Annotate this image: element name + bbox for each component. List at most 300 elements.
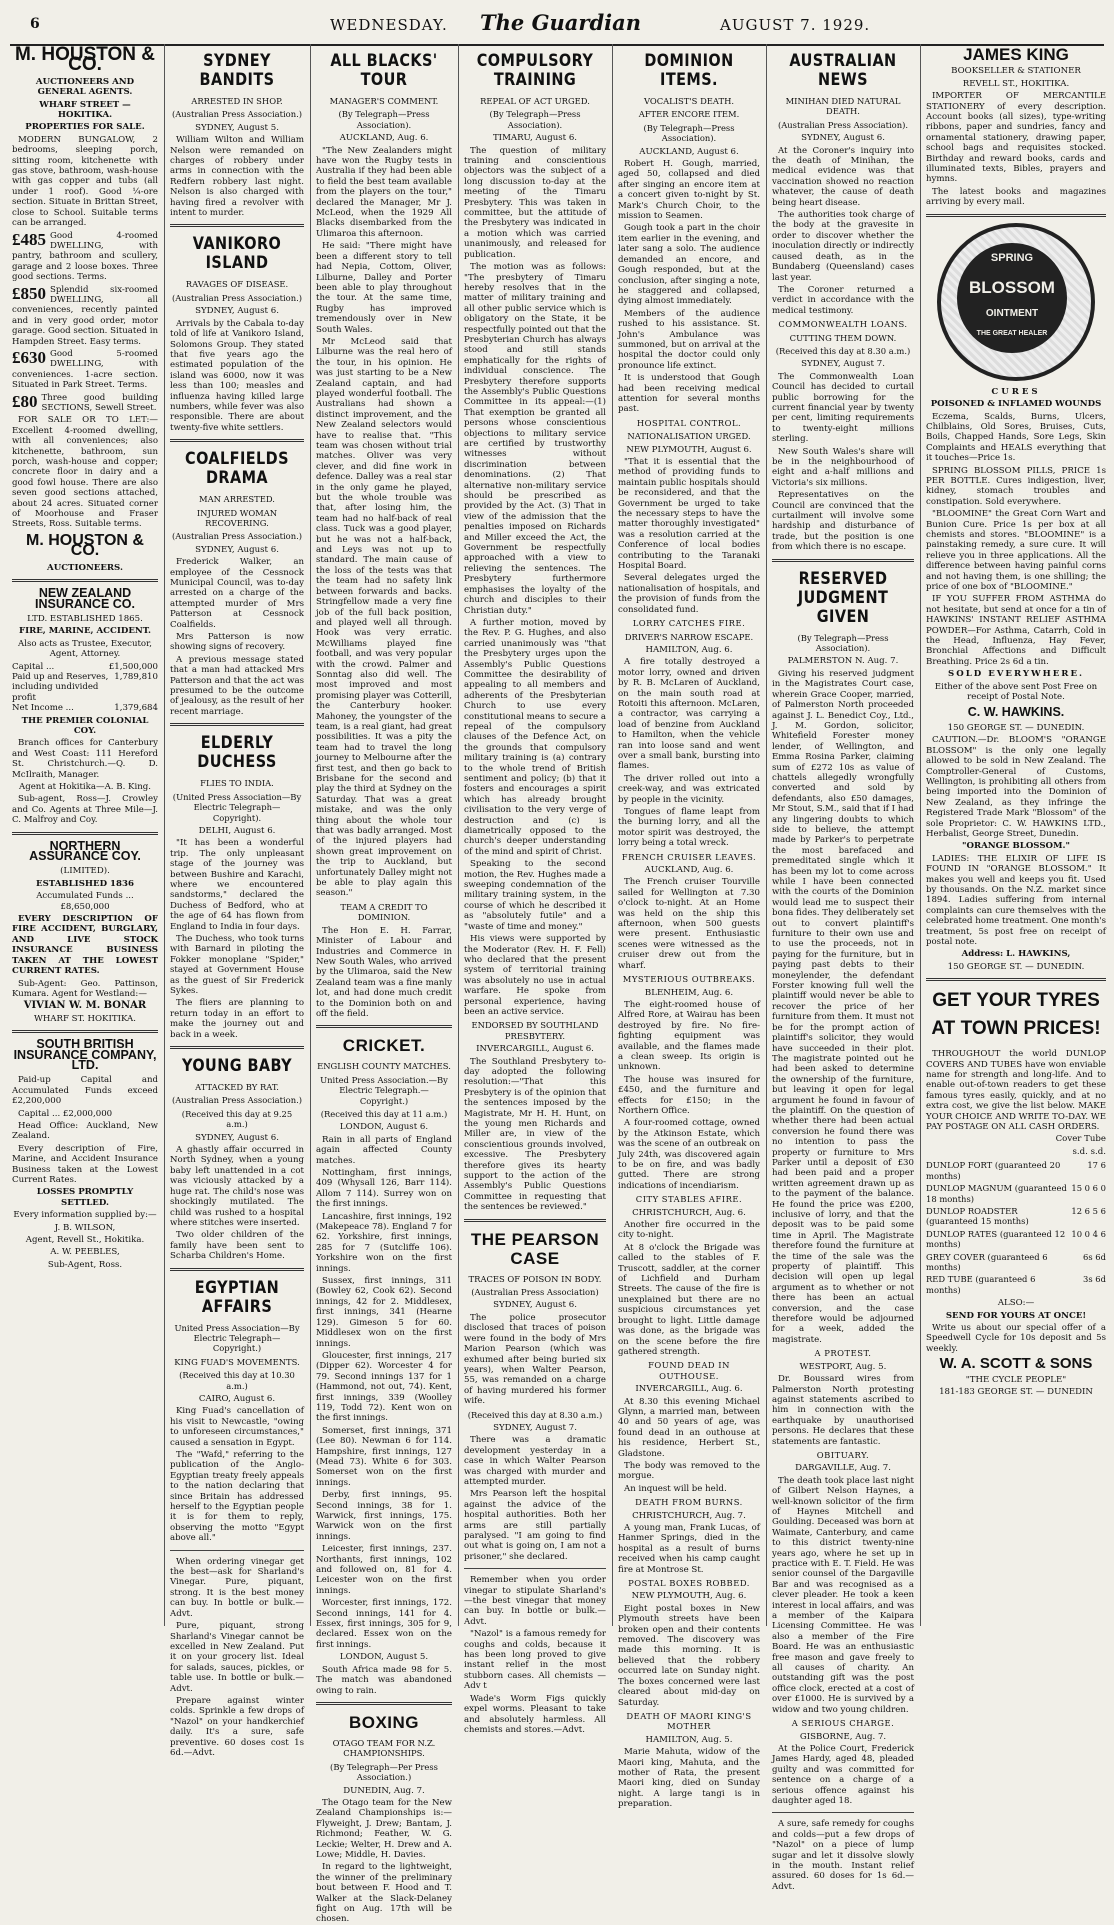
paragraph: The Duchess, who took turns with Barnard in piloting the Fokker monoplane "Spider," stayed at Government House as the guest of Sir Frederick Sykes. (170, 933, 304, 996)
dateline: SYDNEY, August 6. (195, 1132, 279, 1143)
paragraph: South Africa made 98 for 5. The match was abandoned owing to rain. (316, 1664, 452, 1696)
dateline: PALMERSTON N. Aug. 7. (787, 656, 899, 667)
hawkins-address-name: Address: L. HAWKINS, (961, 949, 1071, 960)
shop-description: IMPORTER OF MERCANTILE STATIONERY of every description. Account books (all sizes), type-writing ribbons, paper and sundries, fancy and ornamental stationery, drawing paper, school bags and requisites stocked. Birthday and reward books, cards and illuminated texts, Bibles, prayers and hymns. (926, 91, 1106, 185)
paragraph: A young man, Frank Lucas, of Hanmer Springs, died in the hospital as a result of burns received when his camp caught fire at Montrose St. (618, 1523, 760, 1575)
price-table-header: Cover Tube (1055, 1134, 1106, 1145)
headline: DOMINION ITEMS. (644, 51, 734, 90)
paragraph: Members of the audience rushed to his assistance. St. John's Ambulance was summoned, but on arrival at the hospital the doctor could only pronounce life extinct. (618, 308, 760, 371)
dateline: SYDNEY, August 6. (493, 1300, 577, 1311)
received-line: (Received this day at 11 a.m.) (320, 1108, 448, 1119)
subheading: KING FUAD'S MOVEMENTS. (174, 1356, 300, 1367)
subheading: OTAGO TEAM FOR N.Z. CHAMPIONSHIPS. (332, 1737, 436, 1759)
seal-top-text: SPRING (990, 251, 1034, 264)
divider (170, 1046, 304, 1049)
firm-name: M. HOUSTON & CO. (14, 44, 156, 76)
divider (12, 832, 158, 835)
cycle-offer: Write us about our special offer of a Speedwell Cycle for 10s deposit and 5s weekly. (926, 1322, 1106, 1354)
seal-band-text: THE GREAT HEALER (976, 329, 1048, 337)
shop-name: JAMES KING (963, 45, 1069, 64)
section-heading: HOSPITAL CONTROL. (636, 417, 742, 428)
dateline: AUCKLAND, Aug. 6. (644, 865, 734, 876)
dateline: HAMILTON, Aug. 5. (645, 1734, 733, 1745)
advertisement: Wade's Worm Figs quickly expel worms. Pleasant to take and absolutely harmless. All chemists and stores.—Advt. (464, 1693, 606, 1735)
paragraph: "It has been a wonderful trip. The only unpleasant stage of the journey was between Bushire and Karachi, where we encountered sandstorms," declared the Duchess of Bedford, who at the age of 64 has flown from England to India in four days. (170, 838, 304, 932)
headline: ALL BLACKS' TOUR (330, 51, 438, 90)
paragraph: The "Wafd," referring to the publication of the Anglo-Egyptian treaty freely appeals to the nation declaring that since Britain has addressed herself to the Egyptian people it is for them to reply, observing the motto "Egypt above all." (170, 1450, 304, 1544)
price: £80 (12, 391, 38, 411)
subheading: INJURED WOMAN RECOVERING. (196, 507, 278, 528)
dateline: AUCKLAND, Aug. 6. (339, 133, 429, 144)
paragraph: Rain in all parts of England again affected County matches. (316, 1134, 452, 1166)
financial-value: 1,789,810 (114, 671, 158, 682)
section-heading: CITY STABLES AFIRE. (635, 1194, 743, 1205)
insurer-office: Head Office: Auckland, New Zealand. (12, 1120, 158, 1142)
insurer-name: NEW ZEALAND INSURANCE CO. (34, 586, 135, 611)
shop-trade: BOOKSELLER & STATIONER (951, 66, 1081, 77)
financial-label: Paid up and Reserves, including undivided profit (12, 671, 109, 703)
price: £485 (12, 229, 46, 249)
paragraph: The eight-roomed house of Alfred Rore, at Wairau has been destroyed by fire. No fire-fighting equipment was available, and the flames made a clean sweep. Its origin is unknown. (618, 999, 760, 1073)
price: £850 (12, 283, 46, 303)
headline: RESERVED JUDGMENT GIVEN (797, 568, 889, 627)
paragraph: Robert H. Gough, married, aged 50, collapsed and died after singing an encore item at a concert given to-night by St. Mark's Church Choir, to the mission to Seamen. (618, 159, 760, 222)
paragraph: A ghastly affair occurred in North Sydney, when a young baby left unattended in a cot was viciously attacked by a huge rat. The child's nose was shockingly mutilated. The child was rushed to a hospital where stitches were inserted. (170, 1145, 304, 1228)
paragraph: At the Police Court, Frederick James Hardy, aged 48, pleaded guilty and was committed for sentence on a charge of a serious offence against his daughter aged 18. (772, 1743, 914, 1806)
dateline: INVERCARGILL, Aug. 6. (635, 1384, 743, 1395)
received-line: (Received this day at 8.30 a.m.) (775, 345, 911, 356)
paragraph: The French cruiser Tourville sailed for Wellington at 7.30 o'clock to-night. At an Home was held on the ship this afternoon, when 500 guests were present. Enthusiastic scenes were witnessed as the cruiser drew out from the wharf. (618, 877, 760, 971)
headline: EGYPTIAN AFFAIRS (194, 1277, 280, 1317)
dateline: LONDON, August 6. (339, 1122, 429, 1133)
dateline: SYDNEY, August 5. (195, 122, 279, 133)
tyre-name: DUNLOP ROADSTER (guaranteed 15 months) (926, 1205, 1029, 1227)
divider (170, 224, 304, 227)
dateline: HAMILTON, Aug. 6. (645, 644, 733, 655)
tyre-price: 17 6 (1087, 1160, 1106, 1171)
pills-ad: SPRING BLOSSOM PILLS, PRICE 1s PER BOTTLE. Cures indigestion, liver, kidney, stomach troubles and constipation. Sold everywhere. (926, 465, 1106, 507)
paragraph: The Commonwealth Loan Council has decided to curtail public borrowing for the current financial year by twenty per cent, limiting requirements to twenty-eight millions sterling. (772, 371, 914, 445)
dateline: SYDNEY, August 6. (801, 133, 885, 144)
post-free-note: Either of the above sent Post Free on receipt of Postal Note. (934, 681, 1098, 703)
advertisement: Prepare against winter colds. Sprinkle a few drops of "Nazol" on your handkerchief daily. It's a sure, safe preventive. 60 doses cost 1s 6d.—Advt. (170, 1695, 304, 1758)
divider (170, 723, 304, 726)
advertisement: A sure, safe remedy for coughs and colds—put a few drops of "Nazol" on a piece of lump sugar and let it dissolve slowly in the mouth. Instant relief assured. 60 doses for 1s 6d.—Advt. (772, 1819, 914, 1892)
scott-subtitle: "THE CYCLE PEOPLE" (965, 1374, 1067, 1385)
paragraph: Giving his reserved judgment in the Magistrates Court case, wherein Grace Cooper, married, of Palmerston North proceeded against J. L. Benedict Coy., Ltd., J. M. Gordon, solicitor, Whitefield Forester money lender, of Wellington, and Emma Rosina Parker, claiming sum of £272 10s as value of chattels allegedly wrongfully converted and sold by defendants, also £50 damages, Mr Stout, S.M., said that if I had any lingering doubts to which side to believe, the attempt made by Parker's to perpetrate the most barefaced and premeditated single which it has been my lot to come across while I have been connected with the courts of the Dominion would lead me to suspect their bona fides. They deliberately set out to convert plaintiff's furniture to their own use and to use the proceeds, not in paying for the furniture, but in paying past debts to their moneylender, the defendant Forster knowing full well the plaintiff would never be able to recover the price of her furniture from them. It must not be for the prompt action of plaintiff's solicitor, they would have succeeded in their plot. The magistrate pointed out he had been asked to determine the ownership of the furniture, but leaving it open for legal argument he found in favour of the plaintiff. On the question of whether there had been actual conversion he found there was no intention to pass the property or furniture to Mrs Parker until a deposit of £30 had been paid and a proper written agreement drawn up as to the payment of the balance. He found the price was £200, inclusive of lorry, and that the deposit was to be paid some time in April. The Magistrate therefore found the furniture at the time of the sale was the property of plaintiff. This decision will open up legal argument as to whether or not there has been an actual conversion, and the case therefore would be adjourned for a week, added the magistrate. (772, 668, 914, 1345)
paragraph: Somerset, first innings, 371 (Lee 80). Newman 6 for 114. Hampshire, first innings, 127 (Mead 73). White 6 for 303. Somerset won on the first innings. (316, 1425, 452, 1488)
column-separator (920, 44, 921, 1626)
paragraph: A further motion, moved by the Rev. P. G. Hughes, and also carried unanimously was "that the Presbytery urges upon the Assembly's Public Questions Committee the desirability of appealing to all members and adherents of the Presbyterian Church to use every constitutional means to secure a repeal of the compulsory clauses of the Defence Act, on the grounds that compulsory military training is (a) contrary to the whole trend of British sentiment and policy; (b) that it fosters and encourages a spirit which has already brought civilisation to the very verge of destruction and (c) is diametrically opposed to the church's deeper understanding of the mind and spirit of Christ. (464, 617, 606, 857)
source-line: United Press Association.—By Electric Telegraph.—Copyright.) (320, 1074, 448, 1106)
column-separator (612, 44, 613, 1626)
dateline: NEW PLYMOUTH, Aug. 6. (631, 1591, 747, 1602)
price-row (926, 1228, 1106, 1251)
subheading: MANAGER'S COMMENT. (329, 96, 439, 106)
column-3-news (316, 44, 452, 1925)
agent-address: Sub-Agent, Ross. (47, 1259, 123, 1270)
column-5-news (618, 44, 760, 1810)
asthma-ad: IF YOU SUFFER FROM ASTHMA do not hesitate, but send at once for a tin of HAWKINS' INSTANT RELIEF ASTHMA POWDER—For Asthma, Catarrh, Cold in the Head, Influenza, Hay Fever, Bronchial Affections and Difficult Breathing. Price 2s 6d a tin. (926, 594, 1106, 667)
subheading: AFTER ENCORE ITEM. (638, 109, 740, 120)
paragraph: Mrs Patterson is now showing signs of recovery. (170, 632, 304, 653)
headline: CRICKET. (342, 1036, 426, 1056)
insurer-agents: Sub-Agent: Geo. Pattinson, Kumara. Agent for Westland:— (12, 978, 158, 999)
section-heading: MYSTERIOUS OUTBREAKS. (622, 974, 756, 985)
ladies-ad: LADIES: THE ELIXIR OF LIFE IS FOUND IN "ORANGE BLOSSOM." It makes you well and keeps you fit. Used by thousands. On the N.Z. market since 1894. Ladies suffering from internal complaints can cure themselves with the celebrated home treatment. One month's treatment, 5s post free on receipt of postal note. (926, 853, 1106, 947)
dateline: NEW PLYMOUTH, August 6. (626, 444, 752, 455)
dateline: TIMARU, August 6. (492, 133, 578, 144)
divider (316, 1702, 452, 1705)
properties-heading: PROPERTIES FOR SALE. (25, 122, 145, 133)
property-listing: MODERN BUNGALOW, 2 bedrooms, sleeping porch, sitting room, kitchenette with gas stove, bathroom, wash-house with gas copper and tubs (all under 1 roof). Good ¼-ore section. Situate in Brittan Street, close to School. Suitable terms can be arranged. (12, 134, 158, 229)
headline: THE PEARSON CASE (470, 1229, 600, 1268)
divider (464, 1219, 606, 1222)
paragraph: At the Coroner's inquiry into the death of Minihan, the medical evidence was that vaccination showed no reaction whatever, the cause of death being heart disease. (772, 145, 914, 208)
dateline: SYDNEY, August 6. (195, 306, 279, 317)
source-line: (By Telegraph—Press Association). (489, 109, 581, 130)
firm-subtitle: AUCTIONEERS. (47, 562, 123, 573)
column-separator (766, 44, 767, 1626)
paragraph: Nottingham, first innings, 409 (Whysall 126, Barr 114). Allom 7 114). Surrey won on the first innings. (316, 1168, 452, 1210)
insurer-capital: Capital ... £2,000,000 (18, 1108, 113, 1119)
column-separator (164, 44, 165, 1626)
headline: YOUNG BABY (181, 1056, 293, 1077)
listing-text: Three good building SECTIONS, Sewell Street. (41, 392, 158, 413)
paragraph: A previous message stated that a man had attacked Mrs Patterson and that the act was presumed to be the outcome of jealousy, as the result of her recent marriage. (170, 654, 304, 717)
property-listing: FOR SALE OR TO LET:—Excellent 4-roomed dwelling, with all conveniences; also kitchenette, bathroom, sun porch, wash-house and copper; concrete floor in dairy and a good fowl house. There are also seven good sections attached, about 24 acres. Situated corner of Moorhouse and Fraser Streets, Ross. Suitable terms. (12, 415, 158, 530)
paragraph: Mrs Pearson left the hospital against the advice of the hospital authorities. Both her arms are still partially paralysed. "I am going to find out what is going on, I am not a prisoner," she declared. (464, 1489, 606, 1562)
column-separator (458, 44, 459, 1626)
seal-bottom-text: OINTMENT (985, 307, 1039, 319)
source-line: (Australian Press Association.) (171, 109, 303, 120)
source-line: (By Telegraph—Per Press Association.) (330, 1761, 438, 1783)
tyres-headline: GET YOUR TYRES AT TOWN PRICES! (931, 990, 1101, 1040)
financial-row (12, 703, 158, 713)
paragraph: Two older children of the family have been sent to Scharba Children's Home. (170, 1230, 304, 1262)
sold-everywhere: SOLD EVERYWHERE. (948, 669, 1084, 680)
paragraph: At 8 o'clock the Brigade was called to the stables of F. Truscott, saddler, at the corner of Lichfield and Durham Streets. The cause of the fire is unexplained but there are no suspicious circumstances yet brought to light. Little damage was done, as the brigade was on the scene before the fire gathered strength. (618, 1242, 760, 1357)
financial-row (12, 672, 158, 703)
firm-name: M. HOUSTON & CO. (26, 531, 144, 560)
column-4-news (464, 44, 606, 1735)
paragraph: Derby, first innings, 95. Second innings, 38 for 1. Warwick, first innings, 175. Warwick won on the first innings. (316, 1490, 452, 1542)
financial-label: Capital ... (12, 661, 55, 672)
section-heading: A PROTEST. (814, 1348, 872, 1359)
insurer-established: ESTABLISHED 1836 (36, 878, 134, 889)
paragraph: Sussex, first innings, 311 (Bowley 62, Cook 62). Second innings, 42 for 2. Middlesex, first innings, 341 (Hearne 129). Gimeson 5 for 60. Middlesex won on the first innings. (316, 1276, 452, 1349)
hawkins-name: C. W. HAWKINS. (967, 705, 1065, 720)
section-heading: DEATH OF MAORI KING'S MOTHER (626, 1710, 752, 1732)
listing-text: Good 4-roomed DWELLING, with pantry, bathroom and scullery, garage and 2 loose boxes. Three good sections. Terms. (12, 230, 158, 283)
tyre-name: DUNLOP FORT (guaranteed 20 months) (926, 1160, 1061, 1181)
insurer-name: NORTHERN ASSURANCE COY. (29, 838, 141, 864)
paragraph: At 8.30 this evening Michael Glynn, a married man, between 40 and 50 years of age, was found dead in an outhouse at his residence, Herbert St., Gladstone. (618, 1396, 760, 1459)
tyre-price: 6s 6d (1083, 1251, 1106, 1262)
price-row (926, 1159, 1106, 1182)
section-heading: COMMONWEALTH LOANS. (778, 319, 908, 330)
paragraph: In regard to the lightweight, the winner of the preliminary bout between F. Hood and T. Walker at the Slack-Delaney fight on Aug. 17th will be chosen. (316, 1862, 452, 1925)
paragraph: The death took place last night of Gilbert Nelson Haynes, a well-known solicitor of the firm of Haynes Mitchell and Goulding. Deceased was born at Waimate, Canterbury, and came to this district twenty-nine years ago, where he set up in practice with E. T. Field. He was senior counsel of the Dargaville Bar and was recognised as a clever pleader. He took a keen interest in local affairs, and was a member of the Kaipara Licensing Committee. He was also a member of the Fire Board. He was an enthusiastic free mason and gave freely to all causes of charity. An outstanding gift was the post office clock, erected at a cost of over £1000. He is survived by a widow and two young children. (772, 1475, 914, 1715)
tyre-price: 12 6 5 6 (1071, 1205, 1106, 1216)
paragraph: The Southland Presbytery to-day adopted the following resolution:—"That this Presbytery is of the opinion that the sentences imposed by the Magistrate, Mr H. H. Hunt, on the young men Richards and Miller are, in view of the conscientious grounds involved, excessive. The Presbytery therefore gives its hearty support to the action of the Assembly's Public Questions Committee in requesting that the sentences be reviewed." (464, 1056, 606, 1213)
property-listing (12, 349, 158, 391)
paragraph: "That it is essential that the method of providing funds to maintain public hospitals should be reconsidered, and that the Government be urged to take the necessary steps to have the matter thoroughly investigated" was a resolution carried at the Conference of local bodies contributing to the Taranaki Hospital Board. (618, 457, 760, 572)
subheading: FLIES TO INDIA. (200, 778, 274, 789)
dateline: INVERCARGILL, August 6. (476, 1044, 594, 1055)
subheading: VOCALIST'S DEATH. (643, 96, 735, 106)
advertisement: When ordering vinegar get the best—ask for Sharland's Vinegar. Pure, piquant, strong. It is the best money can buy. In bottle or bulk.—Advt. (170, 1556, 304, 1619)
paragraph: Worcester, first innings, 172. Second innings, 141 for 4. Essex, first innings, 305 for 9, declared. Essex won on the first innings. (316, 1598, 452, 1650)
divider (926, 214, 1106, 217)
insurer-name: SOUTH BRITISH INSURANCE COMPANY, LTD. (13, 1037, 157, 1072)
column-7-ads (926, 44, 1106, 1626)
seal-center (957, 243, 1067, 353)
advertisement: Remember when you order vinegar to stipulate Sharland's—the best vinegar that money can buy. In bottle or bulk.—Advt. (464, 1575, 606, 1627)
dateline: CHRISTCHURCH, Aug. 7. (632, 1510, 746, 1521)
price-table-units: s.d. s.d. (1072, 1146, 1106, 1157)
column-separator (310, 44, 311, 1626)
cures-label: CURES (991, 386, 1041, 397)
property-listing (12, 231, 158, 283)
source-line: (Australian Press Association.) (171, 1095, 303, 1106)
source-line: (Australian Press Association.) (171, 531, 303, 542)
price-row (926, 1182, 1106, 1205)
agent-address: WHARF ST. HOKITIKA. (33, 1013, 136, 1024)
masthead: The Guardian (480, 10, 641, 35)
paragraph: Marie Mahuta, widow of the Maori king, Mahuta, and the mother of Rata, the present Maori king, died on Sunday night. A large tangi is in preparation. (618, 1747, 760, 1810)
paragraph: King Fuad's cancellation of his visit to Newcastle, "owing to unforeseen circumstances," caused a sensation in Egypt. (170, 1406, 304, 1448)
divider (926, 978, 1106, 981)
tyre-name: GREY COVER (guaranteed 6 months) (926, 1251, 1048, 1272)
paragraph: The Otago team for the New Zealand Championships is:—Flyweight, J. Drew; Bantam, J. Richmond; Feather, W. G. Leckie; Welter, H. Drew and A. Lowe; Middle, H. Davies. (316, 1797, 452, 1860)
source-line: (United Press Association—By Electric Telegraph—Copyright). (172, 791, 302, 823)
source-line: (By Telegraph—Press Association). (338, 109, 430, 130)
agent-name: VIVIAN W. M. BONAR (23, 1000, 147, 1012)
column-1-ads (12, 44, 158, 1626)
property-listing (12, 285, 158, 347)
dateline: CAIRO, August 6. (198, 1393, 276, 1404)
financial-row (12, 662, 158, 672)
subheading: ENGLISH COUNTY MATCHES. (317, 1061, 451, 1072)
weekday: WEDNESDAY. (330, 16, 448, 34)
tyres-description: THROUGHOUT the world DUNLOP COVERS AND TUBES have won enviable name for strength and long-life. And to enable out-of-town readers to get these famous tyres easily, quickly, and at no extra cost, we give the list below. MAKE YOUR CHOICE AND WRITE TO-DAY. WE PAY POSTAGE ON ALL CASH ORDERS. (926, 1049, 1106, 1133)
financial-value: £1,500,000 (108, 661, 158, 672)
subheading: ATTACKED BY RAT. (195, 1082, 279, 1093)
financial-label: Net Income ... (12, 703, 74, 714)
firm-subtitle: AUCTIONEERS AND GENERAL AGENTS. (35, 76, 135, 98)
hawkins-address: 150 GEORGE ST. — DUNEDIN. (947, 722, 1085, 733)
divider (170, 439, 304, 442)
section-heading: A SERIOUS CHARGE. (791, 1718, 895, 1729)
paragraph: His views were supported by the Moderator (Rev. H. F. Fell) who declared that the present system of territorial training was absolutely no use in actual warfare. He spoke from personal experience, having been an active service. (464, 934, 606, 1017)
paragraph: Another fire occurred in the city to-night. (618, 1220, 760, 1241)
divider (170, 1550, 304, 1551)
dateline: SYDNEY, August 6. (195, 544, 279, 555)
paragraph: "The New Zealanders might have won the Rugby tests in Australia if they had been able to field the best team available from the players on the tour," declared the Manager, Mr J. McLeod, when the 1929 All Blacks disembarked from the Ulimaroa this afternoon. (316, 145, 452, 239)
subheading: TRACES OF POISON IN BODY. (468, 1273, 602, 1284)
dateline: AUCKLAND, August 6. (639, 146, 739, 157)
dateline: BLENHEIM, Aug. 6. (644, 987, 734, 998)
agent-name: A. W. PEEBLES, (50, 1247, 120, 1258)
subheading: ENDORSED BY SOUTHLAND PRESBYTERY. (471, 1020, 599, 1041)
divider (170, 1268, 304, 1271)
tyre-name: DUNLOP RATES (guaranteed 12 months) (926, 1228, 1066, 1250)
section-heading: DEATH FROM BURNS. (635, 1497, 743, 1508)
branch-info: Branch offices for Canterbury and West Coast: 111 Hereford St. Christchurch.—Q. D. McIlraith, Manager. (12, 738, 158, 780)
paragraph: It is understood that Gough had been receiving medical attention for several months past. (618, 373, 760, 415)
hawkins-address-street: 150 GEORGE ST. — DUNEDIN. (947, 961, 1085, 972)
shop-note: The latest books and magazines arriving by every mail. (926, 186, 1106, 208)
section-heading: OBITUARY. (816, 1449, 870, 1460)
paragraph: Speaking to the second motion, the Rev. Hughes made a sweeping condemnation of the military training system, in the course of which he described it as "absolutely futile" and a "waste of time and money." (464, 859, 606, 932)
paragraph: There was a dramatic development yesterday in a case in which Walter Pearson was charged with murder and attempted murder. (464, 1435, 606, 1487)
agent-address: Agent, Revell St., Hokitika. (25, 1235, 145, 1246)
paragraph: The authorities took charge of the body at the gravesite in order to discover whether the inoculation directly or indirectly caused death, as in the Bundaberg (Queensland) cases last year. (772, 210, 914, 283)
dateline: SYDNEY, August 7. (801, 359, 885, 370)
tyre-price: 3s 6d (1083, 1274, 1106, 1285)
insurer-tagline: THE PREMIER COLONIAL COY. (21, 715, 149, 736)
subagent-info: Sub-agent, Ross—J. Crowley and Co. Agents at Three Mile—J. C. Malfroy and Coy. (12, 794, 158, 826)
source-line: (By Telegraph—Press Association). (643, 122, 735, 144)
firm-address: WHARF STREET — HOKITIKA. (39, 99, 131, 121)
paragraph: An inquest will be held. (624, 1483, 727, 1494)
paragraph: The Hon E. H. Farrar, Minister of Labour and Industries and Commerce in New South Wales, who arrived by the Ulimaroa, said the New Zealand team was a fine manly lot, and had done much credit to the Dominion both on and off the field. (316, 925, 452, 1019)
advertisement: "Nazol" is a famous remedy for coughs and colds, because it has been long proved to give instant relief in the most stubborn cases. All chemists —Adv t (464, 1629, 606, 1692)
financial-table (12, 662, 158, 714)
insurer-description: EVERY DESCRIPTION OF FIRE ACCIDENT, BURGLARY, AND LIVE STOCK INSURANCE BUSINESS TAKEN AT THE LOWEST CURRENT RATES. (12, 914, 158, 977)
divider (12, 579, 158, 582)
scott-name: W. A. SCOTT & SONS (939, 1355, 1093, 1373)
cures-heading: POISONED & INFLAMED WOUNDS (930, 399, 1102, 410)
source-line: (Australian Press Association). (777, 119, 909, 130)
divider (772, 559, 914, 562)
subheading: ARRESTED IN SHOP. (191, 96, 283, 106)
dateline: WESTPORT, Aug. 5. (799, 1361, 887, 1372)
subheading: RAVAGES OF DISEASE. (185, 279, 289, 290)
paragraph: Tongues of flame leapt from the burning lorry, and all the motor spirit was destroyed, the lorry being a total wreck. (618, 807, 760, 849)
page-number: 6 (30, 16, 40, 32)
paragraph: Representatives on the Council are convinced that the curtailment will involve some hardship and disturbance of trade, but the position is one from which there is no escape. (772, 490, 914, 553)
subheading: DRIVER'S NARROW ESCAPE. (624, 631, 754, 642)
insurer-funds: Accumulated Funds ... £8,650,000 (36, 891, 134, 912)
headline: VANIKORO ISLAND (192, 234, 282, 274)
headline: SYDNEY BANDITS (199, 51, 275, 90)
also-label: ALSO:— (997, 1298, 1035, 1309)
spring-blossom-logo (937, 223, 1095, 381)
financial-value: 1,379,684 (114, 703, 158, 714)
received-line: (Received this day at 10.30 a.m.) (179, 1370, 295, 1391)
column-2-news (170, 44, 304, 1758)
price-row (926, 1205, 1106, 1228)
divider (464, 1568, 606, 1569)
headline: COALFIELDS DRAMA (185, 449, 289, 489)
tyre-price-table (926, 1159, 1106, 1296)
insurer-description: Every description of Fire, Marine, and Accident Insurance Business taken at the Lowest Current Rates. (12, 1143, 158, 1185)
send-now: SEND FOR YOURS AT ONCE! (945, 1310, 1087, 1321)
insurer-ltd: (LIMITED). (60, 866, 110, 877)
cures-description: Eczema, Scalds, Burns, Ulcers, Chilblains, Old Sores, Bruises, Cuts, Boils, Chapped Hands, Sore Legs, Skin Complaints and HEALS everything that it touches—Price 1s. (926, 411, 1106, 464)
dateline: CHRISTCHURCH, Aug. 6. (632, 1207, 746, 1218)
paragraph: Lancashire, first innings, 192 (Makepeace 78). England 7 for 62. Yorkshire, first innings, 285 for 7 (Sutcliffe 106). Yorkshire won on the first innings. (316, 1211, 452, 1274)
tyre-name: RED TUBE (guaranteed 6 months) (926, 1274, 1036, 1295)
headline: COMPULSORY TRAINING (476, 51, 594, 90)
paragraph: The fliers are planning to return today in an effort to make the journey out and back in a week. (170, 998, 304, 1040)
divider (316, 1025, 452, 1028)
dateline: DARGAVILLE, Aug. 7. (795, 1463, 891, 1474)
paragraph: Eight postal boxes in New Plymouth streets have been broken open and their contents removed. The discovery was made this morning. It is believed that the robbery occurred late on Sunday night. The boxes concerned were last cleared about mid-day on Saturday. (618, 1603, 760, 1708)
insurer-services: Also acts as Trustee, Executor, Agent, Attorney. (17, 638, 153, 660)
headline: BOXING (348, 1712, 420, 1732)
headline: ELDERLY DUCHESS (197, 733, 277, 773)
price: £630 (12, 347, 46, 367)
paragraph: Mr McLeod said that Lilburne was the real hero of the tour, in his opinion. He was just starting to be a New Zealand captain, and had played wonderful football. The Australians had shown a distinct improvement, and the New Zealand selectors would have to realise that. "This team was chosen without trial matches. Oliver was very clever, and did fine work in defence. Dalley was a real star in the only game he played, but the whole trouble was that, after losing him, the team had no half-back of real class. Tuck was a good player, but he was not a half-back, and Leys was not up to standard. The main cause of the loss of the tests was that the team had no safety link between forwards and backs. Stringfellow made a very fine job of the full back position, and played well all through. Hook was very erratic. McWilliams played fine football, and was very popular with the crowd. Palmer and Sonntag also did well. The most improved and most promising player was Cotterill, the Canterbury hooker. Mahoney, the youngster of the team, is a real giant, had great possibilities. It was a pity the team had to travel the long journey to Melbourne after the first test, and then go back to Brisbane for the second and play the third at Sydney on the Saturday. That was a great mistake, and was the only thing about the whole tour that was badly arranged. Most of the injured players had shown great improvement on the trip to Auckland, but unfortunately Dalley might not be able to play again this season." (316, 336, 452, 899)
paragraph: Several delegates urged the nationalisation of hospitals, and the provision of funds from the consolidated fund. (618, 573, 760, 615)
paragraph: Gough took a part in the choir item earlier in the evening, and later sang a solo. The audience demanded an encore, and Gough responded, but at the conclusion, after singing a note, he staggered and collapsed, dying almost immediately. (618, 223, 760, 307)
tyre-price: 10 0 4 6 (1071, 1228, 1106, 1239)
paragraph: The body was removed to the morgue. (618, 1460, 760, 1482)
paragraph: Dr. Boussard wires from Palmerston North protesting against statements ascribed to him in connection with the earthquake by unauthorised persons. He declares that these statements are fantastic. (772, 1374, 914, 1447)
price-row (926, 1273, 1106, 1296)
paragraph: The Coroner returned a verdict in accordance with the medical testimony. (772, 284, 914, 316)
source-line: (Australian Press Association) (471, 1287, 599, 1298)
dateline: DELHI, August 6. (198, 825, 276, 836)
listing-text: Good 5-roomed DWELLING, with conveniences. 1-acre section. Situated in Park Street. Terms. (12, 348, 158, 391)
divider (772, 1812, 914, 1813)
orange-blossom-heading: "ORANGE BLOSSOM." (962, 841, 1070, 852)
dateline: GISBORNE, Aug. 7. (799, 1731, 887, 1742)
subheading: CUTTING THEM DOWN. (789, 332, 897, 343)
paragraph: The police prosecutor disclosed that traces of poison were found in the body of Mrs Marion Pearson (which was exhumed after being buried six years), when Walter Pearson, 55, was remanded on a charge of having murdered his former wife. (464, 1312, 606, 1407)
paragraph: The house was insured for £450, and the furniture and effects for £150; in the Northern Office. (618, 1074, 760, 1116)
insurer-established: LTD. ESTABLISHED 1865. (27, 613, 143, 624)
subheading: MAN ARRESTED. (199, 494, 275, 505)
paragraph: Leicester, first innings, 237. Northants, first innings, 102 and followed on, 81 for 4. Leicester won on the first innings. (316, 1544, 452, 1596)
subheading: TEAM A CREDIT TO DOMINION. (340, 901, 428, 923)
subheading: MINIHAN DIED NATURAL DEATH. (785, 96, 901, 117)
price-row (926, 1251, 1106, 1274)
subheading: NATIONALISATION URGED. (627, 431, 751, 442)
advertisement: Pure, piquant, strong Sharland's Vinegar cannot be excelled in New Zealand. Put it on your grocery list. Ideal for salads, sauces, pickles, or table use. In bottle or bulk.—Advt. (170, 1621, 304, 1694)
section-heading: POSTAL BOXES ROBBED. (628, 1578, 750, 1589)
agent-name: J. B. WILSON, (54, 1222, 116, 1233)
source-line: United Press Association—By Electric Telegraph—Copyright.) (174, 1322, 300, 1354)
subheading: REPEAL OF ACT URGED. (480, 96, 590, 106)
tyre-price: 15 0 6 0 (1071, 1183, 1106, 1194)
insurer-lines: FIRE, MARINE, ACCIDENT. (18, 626, 152, 637)
paragraph: Gloucester, first innings, 217 (Dipper 62). Worcester 4 for 79. Second innings 137 for 1 (Hammond, not out, 74). Kent, first innings, 339 (Woolley 119, Todd 72). Kent won on the first innings. (316, 1350, 452, 1424)
column-6-news (772, 44, 914, 1892)
source-line: (By Telegraph—Press Association). (797, 632, 889, 654)
seal-main-text: BLOSSOM (969, 277, 1055, 297)
listing-text: Splendid six-roomed DWELLING, all conveniences, recently painted and in very good order, motor garage. Good section. Situated in Hampden Street. Easy terms. (12, 284, 158, 347)
paragraph: He said: "There might have been a different story to tell had Nepia, Cottom, Oliver, Lilburne, Dalley and Porter been able to play throughout the tour. At the same time, Rugby has improved tremendously over in New South Wales. (316, 241, 452, 335)
dateline: LONDON, August 5. (339, 1652, 429, 1663)
paragraph: The question of military training and conscientious objectors was the subject of a long discussion to-day at the meeting of the Timaru Presbytery. This was taken in committee, but the attitude of the Presbytery was indicated in a motion which was carried unanimously, and released for publication. (464, 145, 606, 260)
paragraph: A fire totally destroyed a motor lorry, owned and driven by R. B. McLaren of Auckland, on the main south road at Rotoiti this afternoon. McLaren, a contractor, was carrying a load of benzine from Auckland to Hamilton, when the vehicle ran into loose sand and went over a small bank, bursting into flames. (618, 657, 760, 772)
agent-info: Agent at Hokitika—A. B. King. (19, 782, 151, 792)
received-line: (Received this day at 8.30 a.m.) (467, 1409, 603, 1420)
issue-date: AUGUST 7. 1929. (720, 16, 871, 34)
section-heading: LORRY CATCHES FIRE. (632, 618, 746, 629)
divider (12, 1030, 158, 1033)
paragraph: The driver rolled out into a creek-way, and was extricated by people in the vicinity. (618, 773, 760, 805)
bloomine-ad: "BLOOMINE" the Great Corn Wart and Bunion Cure. Price 1s per box at all chemists and stores. "BLOOMINE" is a painstaking remedy, a sure cure. It will relieve you in three applications. All the difference between having painful corns and not having them, is one shilling; the price of one box of "BLOOMINE." (926, 509, 1106, 592)
page-header (0, 0, 1114, 40)
paragraph: A four-roomed cottage, owned by the Atkinson Estate, which was the scene of an outbreak on July 24th, was discovered again to be on fire, and was badly gutted. There are strong indications of incendiarism. (618, 1118, 760, 1191)
caution-notice: CAUTION.—Dr. BLOOM'S "ORANGE BLOSSOM" is the only one legally allowed to be sold in New Zealand. The Comptroller-General of Customs, Wellington, is prohibiting all others from being imported into the Dominion of New Zealand, as they infringe the Registered Trade Mark "Blossom" of the sole Proprietor: C. W. HAWKINS LTD., Herbalist, George Street, Dunedin. (926, 735, 1106, 839)
source-line: (Australian Press Association.) (171, 292, 303, 303)
